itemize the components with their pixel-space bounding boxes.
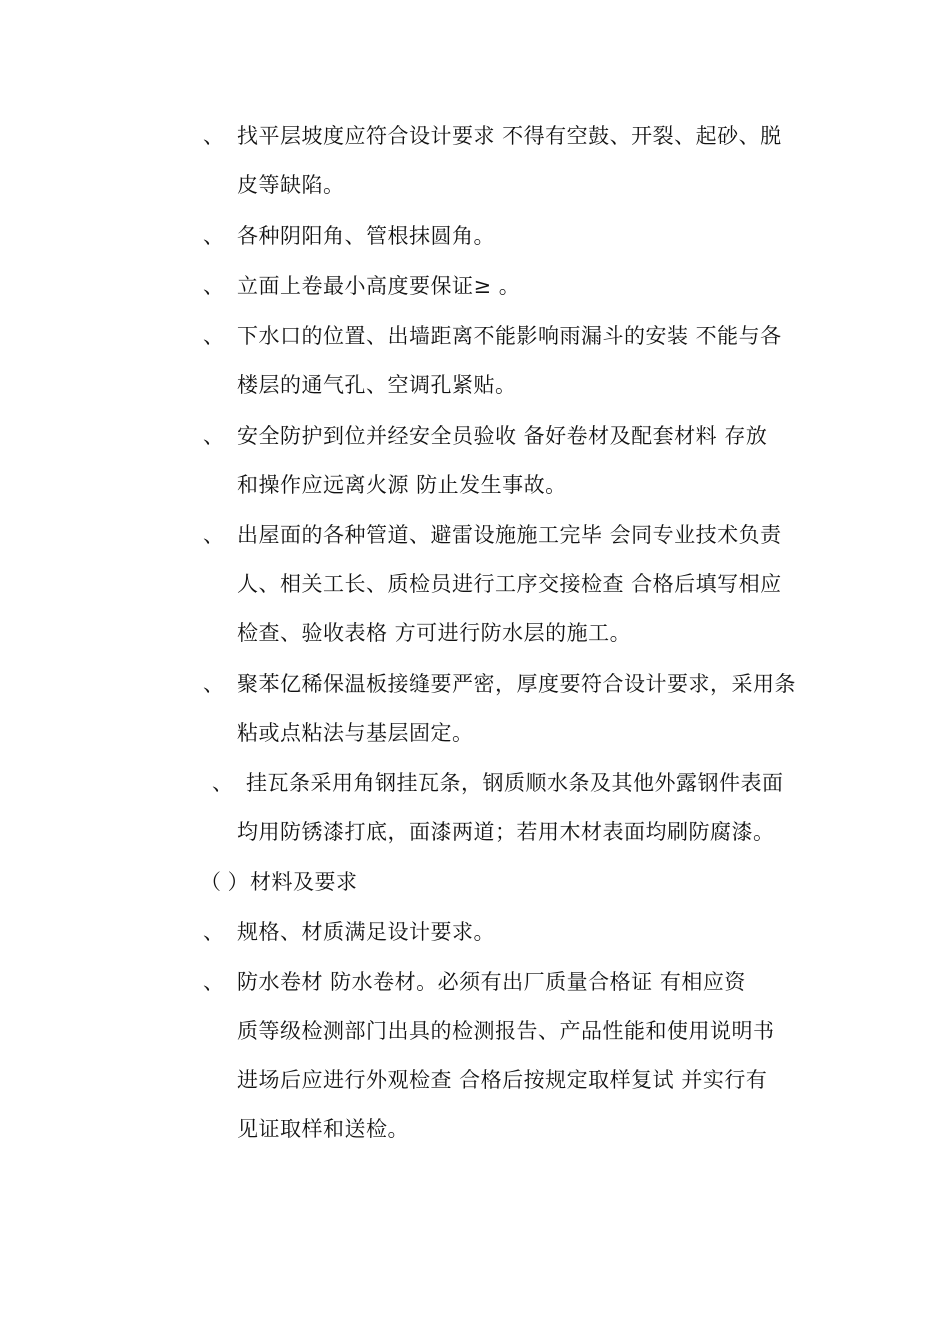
item-marker: 、 bbox=[203, 224, 224, 248]
item-line: 和操作应远离火源 防止发生事故。 bbox=[237, 473, 567, 497]
item-line: 均用防锈漆打底，面漆两道；若用木材表面均刷防腐漆。 bbox=[237, 820, 775, 844]
item-marker: 、 bbox=[212, 771, 233, 795]
item-line: 出屋面的各种管道、避雷设施施工完毕 会同专业技术负责 bbox=[237, 523, 782, 547]
section-title: 材料及要求 bbox=[250, 870, 358, 894]
item-line: 各种阴阳角、管根抹圆角。 bbox=[237, 224, 495, 248]
item-line: 皮等缺陷。 bbox=[237, 173, 345, 197]
item-line: 检查、验收表格 方可进行防水层的施工。 bbox=[237, 621, 632, 645]
item-marker: 、 bbox=[203, 672, 224, 696]
item-line: 规格、材质满足设计要求。 bbox=[237, 920, 495, 944]
item-line: 见证取样和送检。 bbox=[237, 1117, 409, 1141]
item-line: 找平层坡度应符合设计要求 不得有空鼓、开裂、起砂、脱 bbox=[237, 124, 782, 148]
item-line: 安全防护到位并经安全员验收 备好卷材及配套材料 存放 bbox=[237, 424, 768, 448]
item-line: 立面上卷最小高度要保证≥ 。 bbox=[237, 274, 521, 298]
item-marker: 、 bbox=[203, 124, 224, 148]
item-line: 粘或点粘法与基层固定。 bbox=[237, 721, 474, 745]
item-marker: 、 bbox=[203, 274, 224, 298]
item-line: 挂瓦条采用角钢挂瓦条，钢质顺水条及其他外露钢件表面 bbox=[246, 771, 784, 795]
item-line: 人、相关工长、质检员进行工序交接检查 合格后填写相应 bbox=[237, 572, 782, 596]
item-line: 进场后应进行外观检查 合格后按规定取样复试 并实行有 bbox=[237, 1068, 768, 1092]
item-line: 下水口的位置、出墙距离不能影响雨漏斗的安装 不能与各 bbox=[237, 324, 782, 348]
item-marker: 、 bbox=[203, 523, 224, 547]
item-marker: 、 bbox=[203, 970, 224, 994]
item-line: 楼层的通气孔、空调孔紧贴。 bbox=[237, 373, 517, 397]
item-marker: 、 bbox=[203, 324, 224, 348]
item-line: 质等级检测部门出具的检测报告、产品性能和使用说明书 bbox=[237, 1019, 775, 1043]
section-number: （ ） bbox=[200, 870, 249, 894]
item-line: 防水卷材 防水卷材。必须有出厂质量合格证 有相应资 bbox=[237, 970, 746, 994]
item-line: 聚苯亿稀保温板接缝要严密，厚度要符合设计要求，采用条 bbox=[237, 672, 796, 696]
item-marker: 、 bbox=[203, 424, 224, 448]
item-marker: 、 bbox=[203, 920, 224, 944]
